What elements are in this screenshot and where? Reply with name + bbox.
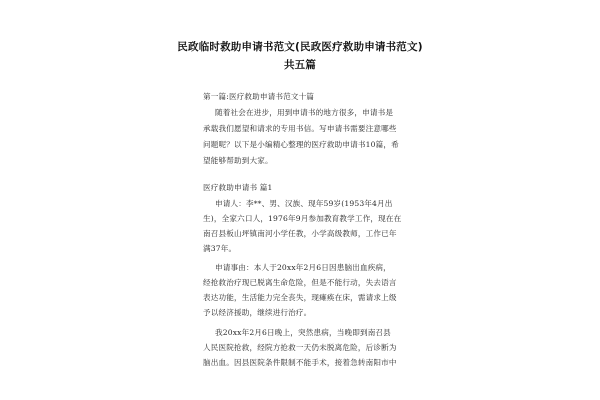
section-heading: 第一篇:医疗救助申请书范文十篇: [203, 92, 315, 101]
paragraph-line: 予以经济援助，继续进行治疗。: [203, 308, 312, 317]
paragraph-line: 申请事由：本人于20xx年2月6日因患脑出血疾病，: [215, 263, 391, 272]
paragraph-line: 申请人：李**、男、汉族、现年59岁(1953年4月出: [215, 199, 393, 208]
paragraph-line: 人民医院抢救，经院方抢救一天仍未脱离危险，后诊断为: [203, 343, 397, 352]
paragraph-line: 望能够帮助到大家。: [203, 156, 273, 165]
paragraph-line: 脑出血。因县医院条件限制不能手术，接着急转南阳市中: [203, 358, 397, 367]
paragraph-line: 经抢救治疗现已脱离生命危险，但是不能行动，失去语言: [203, 278, 397, 287]
paragraph-line: 随着社会在进步，用到申请书的地方很多，申请书是: [215, 108, 394, 117]
paragraph-line: 表达功能，生活能力完全丧失，现瘫痪在床，需请求上级: [203, 293, 397, 302]
paragraph-line: 承载我们愿望和请求的专用书信。写申请书需要注意哪些: [203, 124, 397, 133]
paragraph-line: 南召县板山坪镇南河小学任教，小学高级教师，工作已年: [203, 229, 397, 238]
paragraph-line: 问题呢？以下是小编精心整理的医疗救助申请书10篇，希: [203, 140, 399, 149]
document-subtitle: 共五篇: [283, 59, 317, 71]
paragraph-line: 满37年。: [203, 244, 237, 253]
paragraph-line: 生)，全家六口人，1976年9月参加教育教学工作，现在在: [203, 214, 402, 223]
document-title: 民政临时救助申请书范文(民政医疗救助申请书范文): [177, 41, 423, 53]
paragraph-line: 我20xx年2月6日晚上，突然患病，当晚即到南召县: [215, 328, 391, 337]
sub-heading: 医疗救助申请书 篇1: [203, 183, 273, 192]
